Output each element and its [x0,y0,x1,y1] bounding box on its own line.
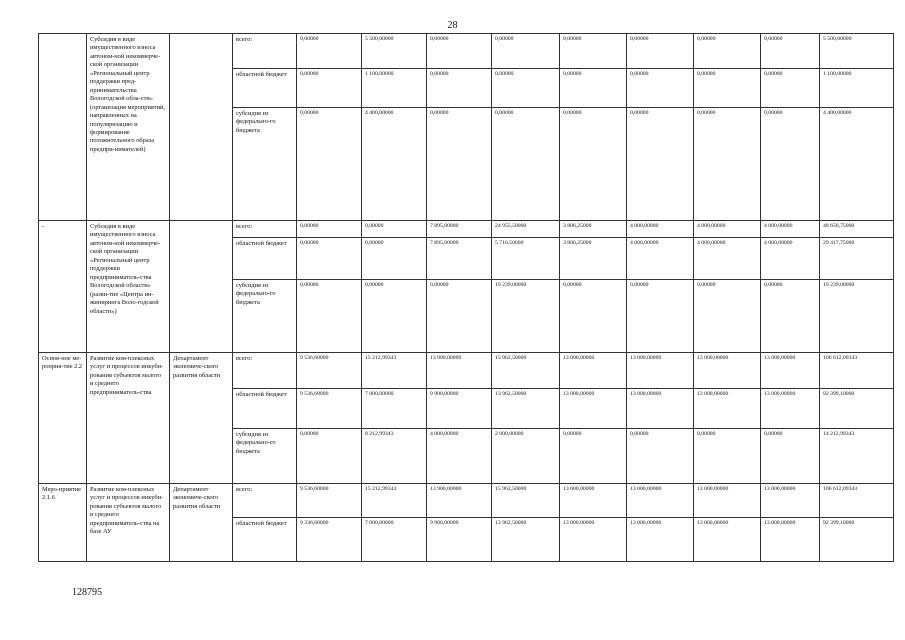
amount-cell: 13 000,00000 [560,518,627,562]
amount-cell: 0,00000 [492,108,560,221]
amount-cell: 0,00000 [427,34,492,69]
amount-cell: 92 399,10000 [820,518,894,562]
amount-cell: 13 000,00000 [694,518,761,562]
amount-cell: 13 000,00000 [694,389,761,429]
amount-cell: 19 239,00000 [820,280,894,353]
amount-cell: 4 000,00000 [761,238,820,280]
funding-source: всего: [233,221,297,238]
amount-cell: 13 900,00000 [427,484,492,518]
amount-cell: 13 000,00000 [761,353,820,389]
funding-source: всего: [233,353,297,389]
activity-name: Субсидия в виде имущественного взноса автоном-ной некоммерче-ской организации «Региональный центр поддержки предприниматель-ства Вологодской области» (разви-тие «Центра ин-жиниринга Воло-годской области») [87,221,170,353]
amount-cell: 0,00000 [627,429,694,484]
amount-cell: 0,00000 [761,108,820,221]
executor-name [170,221,233,353]
amount-cell: 4 400,00000 [820,108,894,221]
amount-cell: 0,00000 [694,69,761,108]
amount-cell: 106 612,09343 [820,353,894,389]
amount-cell: 13 000,00000 [560,484,627,518]
amount-cell: 13 000,00000 [761,484,820,518]
funding-source: субсидия из федерально-го бюджета [233,280,297,353]
amount-cell: 13 000,00000 [761,518,820,562]
amount-cell: 9 900,00000 [427,389,492,429]
amount-cell: 0,00000 [761,280,820,353]
amount-cell: 0,00000 [560,429,627,484]
funding-source: всего: [233,484,297,518]
row-code: - [39,221,87,353]
budget-table [38,33,894,562]
executor-name [170,34,233,221]
amount-cell: 0,00000 [297,108,362,221]
amount-cell: 13 962,50000 [492,518,560,562]
amount-cell: 4 000,00000 [627,238,694,280]
amount-cell: 0,00000 [627,108,694,221]
amount-cell: 106 612,09343 [820,484,894,518]
activity-name: Развитие ком-плексных услуг и процессов инкуби-рования субъектов малого и среднего предприниматель-ства на базе АУ [87,484,170,562]
amount-cell: 0,00000 [362,238,427,280]
amount-cell: 7 000,00000 [362,518,427,562]
amount-cell: 13 000,00000 [761,389,820,429]
activity-name: Субсидия в виде имущественного взноса автоном-ной некоммерче-ской организации «Региональный центр поддержки пред-принимательства Вологодской обла-сти» (организация мероприятий, направленных на популяризацию и формирование положительного образа предпри-нимателей) [87,34,170,221]
amount-cell: 0,00000 [694,34,761,69]
amount-cell: 14 212,99343 [820,429,894,484]
amount-cell: 13 000,00000 [627,389,694,429]
amount-cell: 0,00000 [297,238,362,280]
funding-source: всего: [233,34,297,69]
funding-source: областной бюджет [233,238,297,280]
amount-cell: 9 536,60000 [297,353,362,389]
funding-source: областной бюджет [233,518,297,562]
amount-cell: 3 806,25000 [560,221,627,238]
document-code: 128795 [72,587,102,598]
amount-cell: 0,00000 [492,69,560,108]
amount-cell: 4 000,00000 [627,221,694,238]
table-row [39,34,894,69]
amount-cell: 13 000,00000 [694,353,761,389]
amount-cell: 0,00000 [694,108,761,221]
funding-source: субсидия из федерально-го бюджета [233,108,297,221]
amount-cell: 0,00000 [297,221,362,238]
amount-cell: 0,00000 [492,34,560,69]
amount-cell: 19 239,00000 [492,280,560,353]
amount-cell: 24 955,50000 [492,221,560,238]
activity-name: Развитие ком-плексных услуг и процессов инкуби-рования субъектов малого и среднего предприниматель-ства [87,353,170,484]
amount-cell: 0,00000 [560,108,627,221]
amount-cell: 0,00000 [761,34,820,69]
amount-cell: 13 900,00000 [427,353,492,389]
amount-cell: 5 500,00000 [362,34,427,69]
amount-cell: 0,00000 [297,34,362,69]
amount-cell: 0,00000 [297,429,362,484]
amount-cell: 13 000,00000 [560,353,627,389]
amount-cell: 0,00000 [297,280,362,353]
amount-cell: 0,00000 [761,69,820,108]
amount-cell: 13 000,00000 [627,484,694,518]
funding-source: областной бюджет [233,389,297,429]
amount-cell: 7 000,00000 [362,389,427,429]
amount-cell: 0,00000 [427,108,492,221]
amount-cell: 15 212,99343 [362,353,427,389]
amount-cell: 13 000,00000 [627,353,694,389]
amount-cell: 2 000,00000 [492,429,560,484]
amount-cell: 0,00000 [560,280,627,353]
amount-cell: 4 000,00000 [694,221,761,238]
executor-name: Департамент экономиче-ского развития области [170,484,233,562]
amount-cell: 0,00000 [427,69,492,108]
amount-cell: 1 100,00000 [820,69,894,108]
row-code [39,34,87,221]
amount-cell: 9 536,60000 [297,484,362,518]
funding-source: субсидия из федерально-го бюджета [233,429,297,484]
amount-cell: 15 212,99343 [362,484,427,518]
amount-cell: 1 100,00000 [362,69,427,108]
amount-cell: 0,00000 [362,280,427,353]
amount-cell: 0,00000 [627,34,694,69]
amount-cell: 9 900,00000 [427,518,492,562]
amount-cell: 9 336,60000 [297,518,362,562]
amount-cell: 4 000,00000 [694,238,761,280]
amount-cell: 3 806,25000 [560,238,627,280]
executor-name: Департамент экономиче-ского развития области [170,353,233,484]
amount-cell: 13 000,00000 [560,389,627,429]
amount-cell: 15 962,50000 [492,353,560,389]
funding-source: областной бюджет [233,69,297,108]
table-row [39,221,894,238]
amount-cell: 0,00000 [694,280,761,353]
amount-cell: 15 962,50000 [492,484,560,518]
amount-cell: 0,00000 [362,221,427,238]
amount-cell: 0,00000 [627,69,694,108]
amount-cell: 5 500,00000 [820,34,894,69]
amount-cell: 7 895,00000 [427,238,492,280]
table-row [39,353,894,389]
amount-cell: 0,00000 [761,429,820,484]
amount-cell: 0,00000 [694,429,761,484]
row-code: Меро-приятие 2.1.6 [39,484,87,562]
amount-cell: 0,00000 [627,280,694,353]
amount-cell: 13 000,00000 [694,484,761,518]
amount-cell: 48 656,75000 [820,221,894,238]
amount-cell: 0,00000 [427,280,492,353]
amount-cell: 9 536,60000 [297,389,362,429]
amount-cell: 29 417,75000 [820,238,894,280]
amount-cell: 8 212,99343 [362,429,427,484]
row-code: Основ-ное ме-роприя-тие 2.2 [39,353,87,484]
table-row [39,484,894,518]
amount-cell: 0,00000 [560,69,627,108]
page-number: 28 [447,20,458,31]
amount-cell: 5 716,50000 [492,238,560,280]
amount-cell: 0,00000 [297,69,362,108]
amount-cell: 4 000,00000 [427,429,492,484]
amount-cell: 0,00000 [560,34,627,69]
amount-cell: 4 000,00000 [761,221,820,238]
amount-cell: 7 895,00000 [427,221,492,238]
amount-cell: 4 400,00000 [362,108,427,221]
amount-cell: 92 399,10000 [820,389,894,429]
amount-cell: 13 000,00000 [627,518,694,562]
amount-cell: 13 962,50000 [492,389,560,429]
